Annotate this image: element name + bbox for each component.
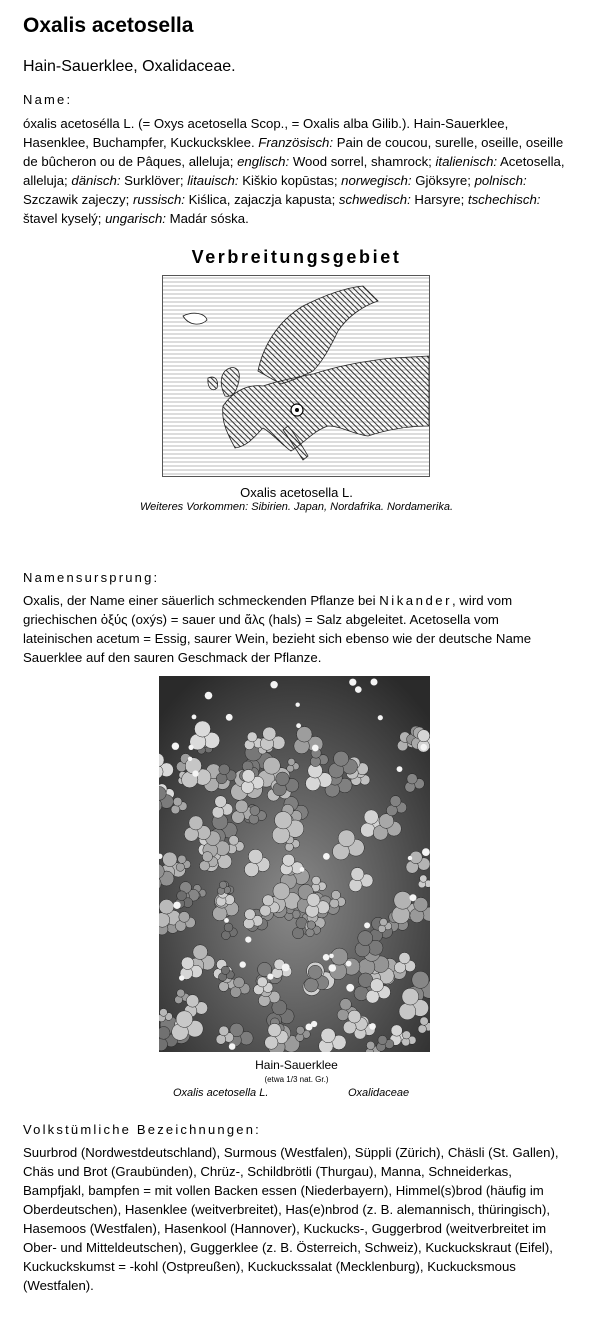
page-title: Oxalis acetosella [23, 14, 194, 37]
language-name: dänisch: [71, 173, 121, 188]
white-flower [410, 894, 417, 901]
white-flower [364, 922, 370, 928]
white-flower [312, 745, 319, 752]
white-flower [173, 902, 180, 909]
white-flower [371, 679, 378, 686]
white-flower [205, 692, 213, 700]
white-flower [188, 757, 192, 761]
white-flower [346, 961, 352, 967]
europe-map-illustration [163, 276, 429, 476]
folk-names-paragraph: Suurbrod (Nordwestdeutschland), Surmous (Westfalen), Süppli (Zürich), Chäsli (St. Gallen), Chäs und Brot (Graubünden), Chrüz-, Schildbrötli (Thurgau), Manna, Schneiderkas, Bampfjakl, bampfen = mit vollen Backen essen (Niederbayern), Himmel(s)brod (häufig im Oberdeutschen), Hasenklee (weitverbreitet), Has(e)nbrod (z. B. alemannisch, thüringisch), Hasemoos (Westfalen), Hasenkool (Hannover), Kuckucks-, Guggerbrod (weitverbreitet im Ober- und Mitteldeutschen), Guggerklee (z. B. Österreich, Schweiz), Kuckuckskraut (Eifel), Kuckuckskumst = -kohl (Ostpreußen), Kuckuckssalat (Mecklenburg), Kuckucksmous (Westfalen). [23, 1145, 559, 1293]
white-flower [296, 723, 301, 728]
white-flower [323, 954, 330, 961]
origin-text-b: , wird vom griechischen ὀξύς (oxýs) = sauer und ἅλς (hals) = Salz abgeleitet. Acetosella vom lateinischen acetum = Essig, saurer Wein, bezieht sich ebenso wie der deutsche Name Sauerklee auf den sauren Geschmack der Pflanze. [23, 593, 532, 665]
wood-sorrel-photo [159, 676, 430, 1052]
name-main: óxalis acetoséllа L. (= Oxys acetosella Scop., = Oxalis alba Gilib.). Hain-Sauerklee, Hasenklee, Buchampfer, Kuckucksklee. [23, 116, 509, 150]
map-caption: Oxalis acetosella L. [240, 485, 353, 500]
white-flower [346, 984, 354, 992]
language-name: italienisch: [435, 154, 498, 169]
translation-text: štavel kyselý; [23, 211, 106, 226]
folk-names-heading: Volkstümliche Bezeichnungen: [23, 1122, 261, 1137]
origin-text-a: Oxalis, der Name einer säuerlich schmeckenden Pflanze bei [23, 593, 380, 608]
photo-family-name: Oxalidaceae [348, 1087, 410, 1099]
name-heading: Name: [23, 92, 73, 107]
white-flower [422, 848, 430, 856]
white-flower [300, 867, 305, 872]
white-flower [224, 918, 229, 923]
white-flower [192, 715, 197, 720]
language-name: ungarisch: [105, 211, 166, 226]
white-flower [226, 714, 233, 721]
language-name: englisch: [237, 154, 290, 169]
origin-person: Nikander [379, 593, 453, 608]
white-flower [323, 853, 330, 860]
white-flower [189, 745, 194, 750]
translation-text: Pain de coucou, surelle, oseille, oseille de bûcheron ou de Pâques, alleluja; [23, 135, 564, 169]
white-flower [270, 681, 277, 688]
white-flower [329, 954, 334, 959]
page-subtitle: Hain-Sauerklee, Oxalidaceae. [23, 58, 236, 75]
name-paragraph [23, 114, 571, 228]
white-flower [229, 1043, 236, 1050]
translation-text: Kiškio kopūstas; [238, 173, 342, 188]
language-name: tschechisch: [467, 192, 541, 207]
white-flower [172, 743, 179, 750]
language-name: norwegisch: [341, 173, 412, 188]
white-flower [192, 770, 198, 776]
white-flower [296, 703, 300, 707]
translation-text: Madár sóska. [165, 211, 249, 226]
white-flower [378, 715, 383, 720]
white-flower [369, 1023, 376, 1030]
map-note: Weiteres Vorkommen: Sibirien. Japan, Nordafrika. Nordamerika. [139, 501, 453, 513]
photo-latin-name: Oxalis acetosella L. [173, 1087, 269, 1099]
white-flower [355, 686, 362, 693]
language-name: Französisch: [258, 135, 334, 150]
translation-text: Kiślica, zajaczja kapusta; [184, 192, 339, 207]
origin-paragraph [23, 591, 571, 667]
white-flower [282, 964, 290, 972]
translation-text: Gjöksyre; [411, 173, 475, 188]
white-flower [408, 856, 412, 860]
white-flower [179, 975, 184, 980]
distribution-map [162, 275, 430, 477]
translation-text: Harsyre; [410, 192, 468, 207]
white-flower [420, 744, 427, 751]
clover-illustration [159, 676, 430, 1052]
language-name: litauisch: [187, 173, 239, 188]
origin-heading: Namensursprung: [23, 570, 160, 585]
white-flower [397, 766, 403, 772]
translation-text: Wood sorrel, shamrock; [289, 154, 436, 169]
white-flower [349, 679, 356, 686]
translation-text: Szczawik zajeczy; [23, 192, 133, 207]
photo-scale: (etwa 1/3 nat. Gr.) [264, 1075, 329, 1084]
translation-text: Acetosella, alleluja; [23, 154, 565, 188]
white-flower [329, 964, 337, 972]
map-heading: Verbreitungsgebiet [191, 247, 402, 267]
language-name: polnisch: [474, 173, 527, 188]
photo-caption: Hain-Sauerklee [255, 1058, 338, 1072]
white-flower [240, 961, 246, 967]
white-flower [267, 974, 273, 980]
translation-text: Surklöver; [120, 173, 188, 188]
white-flower [245, 937, 251, 943]
language-name: schwedisch: [338, 192, 411, 207]
language-name: russisch: [132, 192, 185, 207]
white-flower [306, 1024, 313, 1031]
